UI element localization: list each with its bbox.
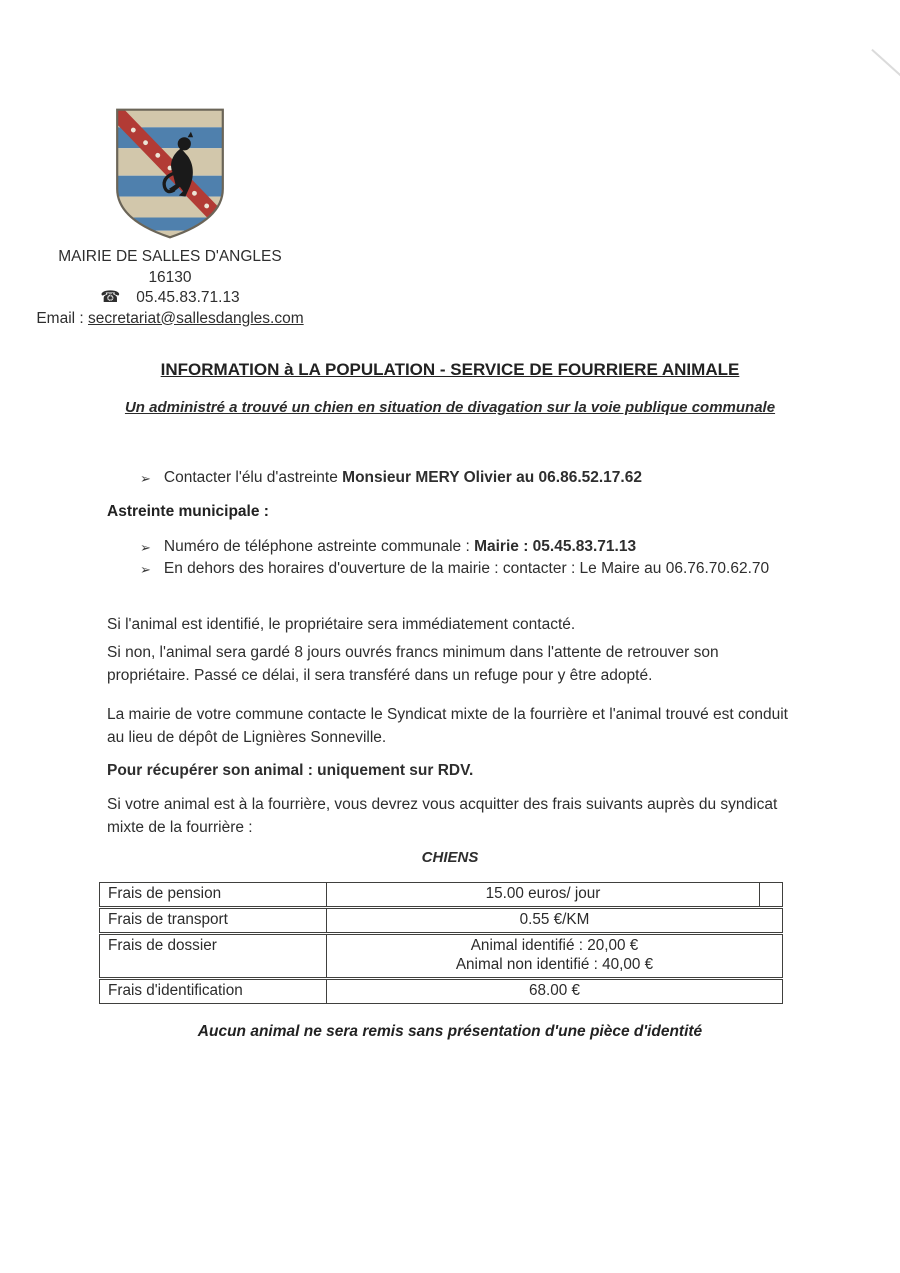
astreinte-heading: Astreinte municipale : — [107, 503, 269, 520]
bullet-arrow-icon: ➢ — [140, 471, 151, 486]
bullet-astreinte-phone-text: Numéro de téléphone astreinte communale : Mairie : 05.45.83.71.13 — [163, 538, 637, 555]
fee-label-cell: Frais d'identification — [100, 980, 327, 1003]
fee-value-line: Animal identifié : 20,00 € — [470, 937, 639, 954]
commune-coat-of-arms — [115, 107, 225, 240]
fees-table — [99, 882, 783, 1004]
bullet-contact — [140, 467, 820, 489]
bullet-arrow-icon: ➢ — [140, 562, 151, 577]
fee-value-cell — [327, 935, 782, 977]
paragraph-syndicat: La mairie de votre commune contacte le Syndicat mixte de la fourrière et l'animal trouvé est conduit au lieu de dépôt de Lignières Sonneville. — [107, 706, 788, 746]
footer-note: Aucun animal ne sera remis sans présentation d'une pièce d'identité — [197, 1023, 703, 1040]
phone-line — [20, 288, 320, 309]
fee-label-cell: Frais de dossier — [100, 935, 327, 977]
scan-artifact — [871, 49, 900, 81]
table-row — [99, 882, 783, 907]
email-line — [20, 309, 320, 330]
paragraph-fees-intro: Si votre animal est à la fourrière, vous devrez vous acquitter des frais suivants auprès du syndicat mixte de la fourrière : — [107, 796, 778, 836]
table-row — [99, 908, 783, 933]
paragraph-identified: Si l'animal est identifié, le propriétaire sera immédiatement contacté. — [107, 616, 576, 633]
bullet-contact-text: Contacter l'élu d'astreinte Monsieur MERY Olivier au 06.86.52.17.62 — [163, 469, 642, 486]
table-row — [99, 979, 783, 1004]
table-caption: CHIENS — [421, 849, 479, 866]
fee-label-cell: Frais de transport — [100, 909, 327, 932]
fee-value-line: Animal non identifié : 40,00 € — [455, 956, 654, 973]
org-name: MAIRIE DE SALLES D'ANGLES — [58, 248, 282, 265]
table-row — [99, 934, 783, 978]
bullet-astreinte-hours-text: En dehors des horaires d'ouverture de la mairie : contacter : Le Maire au 06.76.70.62.70 — [163, 560, 770, 577]
bullet-arrow-icon: ➢ — [140, 540, 151, 555]
email-label: Email : — [36, 309, 84, 327]
fee-value-cell: 15.00 euros/ jour — [485, 885, 601, 902]
letterhead — [20, 107, 320, 329]
fee-empty-cell — [759, 883, 782, 906]
postal-code: 16130 — [148, 268, 192, 286]
fee-value-cell: 68.00 € — [528, 982, 581, 999]
phone-number: 05.45.83.71.13 — [136, 289, 240, 306]
fee-label-cell: Frais de pension — [100, 883, 327, 906]
bullet-astreinte-hours — [140, 558, 820, 580]
paragraph-rdv: Pour récupérer son animal : uniquement sur RDV. — [107, 762, 474, 779]
fee-value-cell: 0.55 €/KM — [519, 911, 590, 928]
document-subtitle: Un administré a trouvé un chien en situation de divagation sur la voie publique communale — [124, 399, 776, 416]
document-title: INFORMATION à LA POPULATION - SERVICE DE FOURRIERE ANIMALE — [160, 360, 740, 379]
email-link[interactable]: secretariat@sallesdangles.com — [88, 309, 304, 327]
paragraph-kept-8-days: Si non, l'animal sera gardé 8 jours ouvrés francs minimum dans l'attente de retrouver son propriétaire. Passé ce délai, il sera transféré dans un refuge pour y être adopté. — [107, 644, 719, 684]
bullet-astreinte-phone — [140, 536, 820, 558]
phone-icon: ☎ — [100, 289, 121, 306]
